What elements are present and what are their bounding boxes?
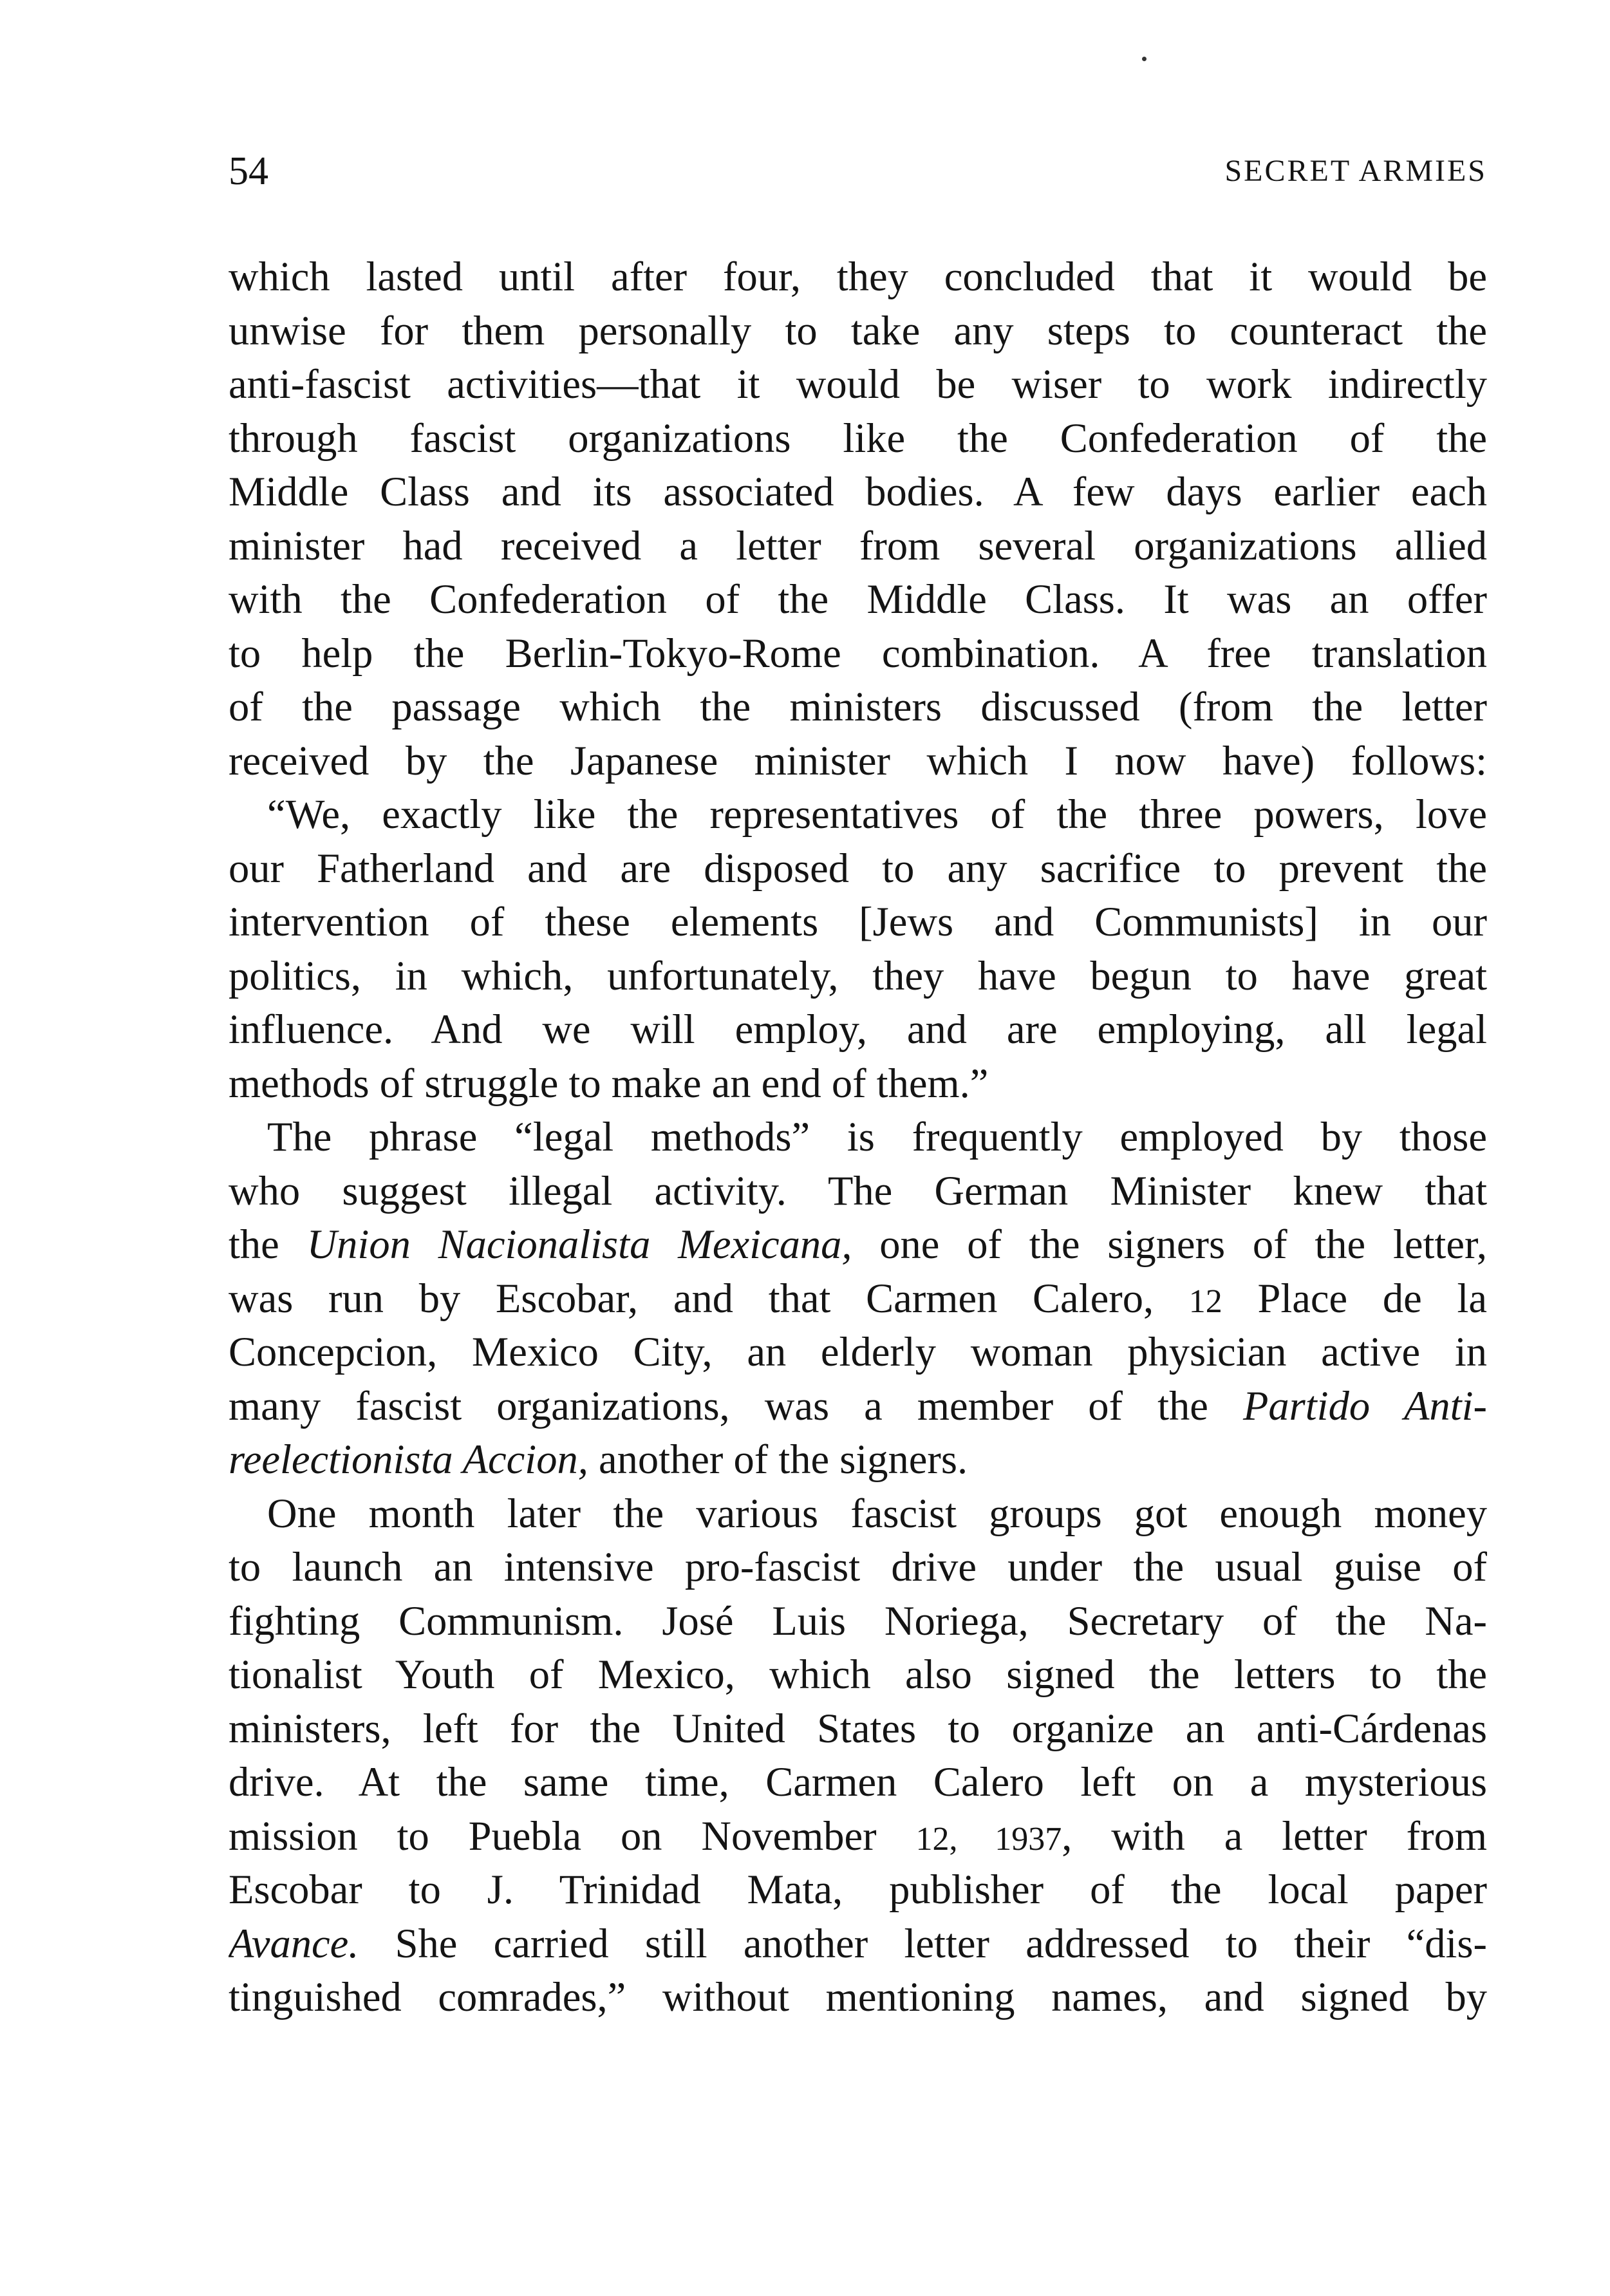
text-run: many fascist organizations, was a member of the (229, 1382, 1243, 1429)
text-line: with the Confederation of the Middle Class. It was an offer (229, 576, 1487, 622)
text-line: Concepcion, Mexico City, an elderly woman physician active in (229, 1329, 1487, 1375)
text-line: who suggest illegal activity. The German Minister knew that (229, 1167, 1487, 1214)
text-line: intervention of these elements [Jews and Communists] in our (229, 899, 1487, 945)
italic-title: reelectionista Accion, (229, 1436, 588, 1482)
text-line: unwise for them personally to take any steps to counteract the (229, 307, 1487, 353)
text-run: , with a letter from (1062, 1812, 1487, 1859)
text-line: ministers, left for the United States to organize an anti-Cárdenas (229, 1705, 1487, 1751)
text-line: tinguished comrades,” without mentioning names, and signed by (229, 1974, 1487, 2020)
text-line: methods of struggle to make an end of them.” (229, 1060, 989, 1106)
text-line (229, 1433, 1487, 1487)
text-line: fighting Communism. José Luis Noriega, Secretary of the Na- (229, 1597, 1487, 1644)
body-text (229, 250, 1487, 2024)
text-line: One month later the various fascist groups got enough money (267, 1490, 1487, 1536)
text-run: She carried still another letter addressed to their “dis- (359, 1920, 1487, 1966)
text-line: minister had received a letter from several organizations allied (229, 522, 1487, 569)
text-run: Place de la (1222, 1275, 1487, 1321)
text-line: drive. At the same time, Carmen Calero left on a mysterious (229, 1759, 1487, 1805)
text-line (229, 1917, 1487, 1971)
text-run: the (229, 1221, 307, 1267)
italic-title: Avance. (229, 1920, 359, 1966)
text-run: one of the signers of the letter, (852, 1221, 1487, 1267)
text-run: another of the signers. (588, 1436, 968, 1482)
text-line: through fascist organizations like the Confederation of the (229, 415, 1487, 461)
text-line (229, 1379, 1487, 1433)
text-line: politics, in which, unfortunately, they have begun to have great (229, 952, 1487, 999)
italic-title: Union Nacionalista Mexicana, (306, 1221, 852, 1267)
page-header (229, 146, 1487, 197)
text-line: influence. And we will employ, and are employing, all legal (229, 1006, 1487, 1052)
text-run: mission to Puebla on November (229, 1812, 916, 1859)
running-head: SECRET ARMIES (1224, 154, 1487, 188)
text-line: The phrase “legal methods” is frequently employed by those (267, 1114, 1487, 1160)
margin-speck (1142, 57, 1147, 61)
text-line (229, 1218, 1487, 1272)
text-line: Escobar to J. Trinidad Mata, publisher of the local paper (229, 1867, 1487, 1912)
text-line: which lasted until after four, they concluded that it would be (229, 254, 1487, 299)
page-number: 54 (229, 149, 268, 193)
text-line: to launch an intensive pro-fascist drive under the usual guise of (229, 1544, 1487, 1590)
text-line (229, 1272, 1487, 1326)
oldstyle-number: 12, 1937 (915, 1820, 1062, 1858)
text-line: to help the Berlin-Tokyo-Rome combination. A free translation (229, 630, 1487, 676)
text-run: was run by Escobar, and that Carmen Calero, (229, 1275, 1189, 1321)
text-line: our Fatherland and are disposed to any sacrifice to prevent the (229, 845, 1487, 891)
text-line: received by the Japanese minister which I now have) follows: (229, 737, 1487, 784)
text-line (229, 1809, 1487, 1863)
text-line: anti-fascist activities—that it would be wiser to work indirectly (229, 361, 1487, 407)
italic-title: Partido Anti- (1243, 1382, 1487, 1429)
text-line: “We, exactly like the representatives of the three powers, love (267, 791, 1487, 837)
text-line: Middle Class and its associated bodies. A few days earlier each (229, 469, 1487, 514)
text-line: tionalist Youth of Mexico, which also signed the letters to the (229, 1651, 1487, 1697)
text-line: of the passage which the ministers discussed (from the letter (229, 684, 1487, 729)
oldstyle-number: 12 (1188, 1283, 1222, 1320)
